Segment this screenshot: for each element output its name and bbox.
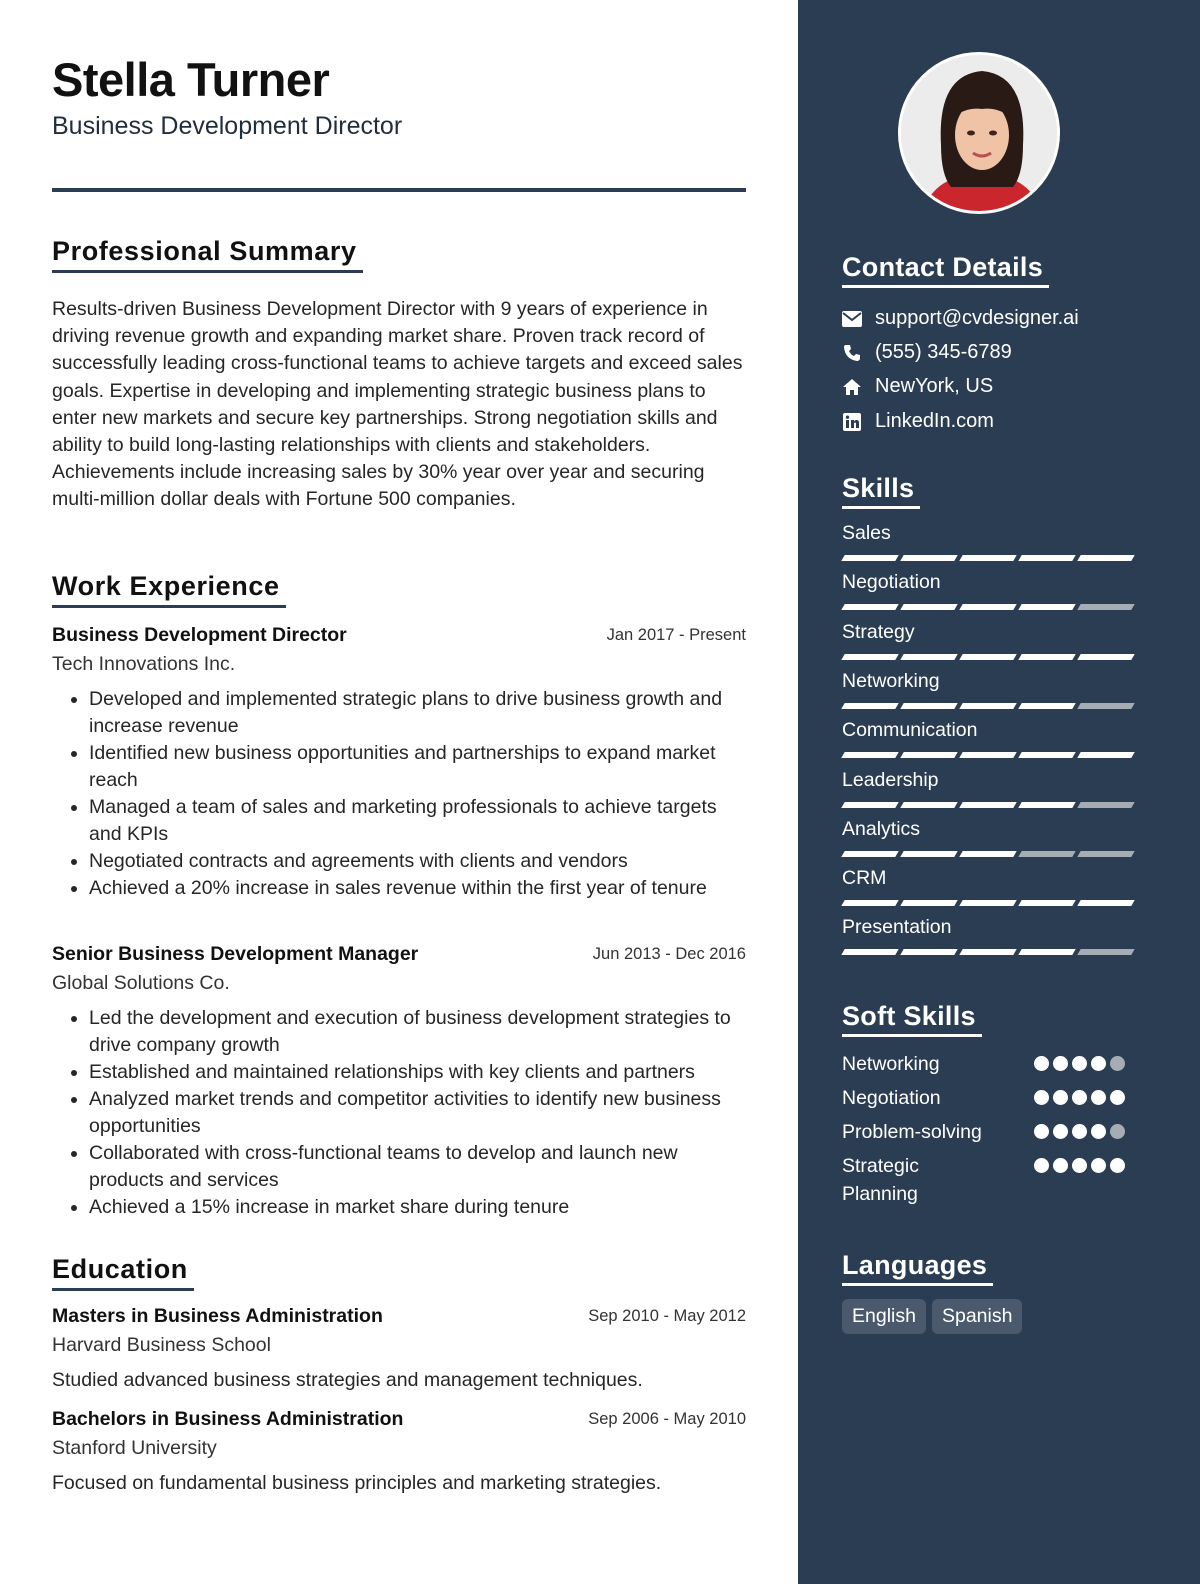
skill-level-segment: [959, 752, 1016, 758]
job-bullet: • Led the development and execution of business development strategies to drive company growth: [89, 1005, 746, 1059]
skill-level-segment: [1077, 900, 1134, 906]
rating-dot: [1053, 1124, 1068, 1139]
skill-level-segment: [841, 654, 898, 660]
education-date: Sep 2006 - May 2010: [588, 1410, 746, 1428]
skill-level-segment: [959, 900, 1016, 906]
job-bullet: • Managed a team of sales and marketing professionals to achieve targets and KPIs: [89, 794, 746, 848]
skill-level-bar: [843, 752, 1138, 758]
job-bullets: [52, 1005, 746, 1221]
skills-heading: Skills: [842, 473, 920, 509]
rating-dot: [1072, 1056, 1087, 1071]
soft-skill-rating: [1034, 1090, 1129, 1105]
contact-email-text: support@cvdesigner.ai: [875, 307, 1079, 329]
rating-dot: [1091, 1158, 1106, 1173]
skill-label: Analytics: [842, 818, 921, 840]
skill-level-segment: [841, 949, 898, 955]
rating-dot: [1110, 1056, 1125, 1071]
candidate-name: Stella Turner: [52, 53, 330, 106]
skill-level-segment: [841, 555, 898, 561]
skill-label: Strategy: [842, 621, 915, 643]
skill-level-segment: [900, 555, 957, 561]
skill-level-bar: [843, 654, 1138, 660]
skill-level-segment: [1077, 752, 1134, 758]
skill-level-bar: [843, 555, 1138, 561]
skill-level-bar: [843, 604, 1138, 610]
soft-skill-rating: [1034, 1124, 1129, 1139]
job-entry: [52, 624, 746, 902]
skill-level-segment: [1018, 555, 1075, 561]
soft-skill-label: Strategic Planning: [842, 1155, 919, 1205]
rating-dot: [1053, 1158, 1068, 1173]
skill-label: Presentation: [842, 916, 952, 938]
skill-level-segment: [1077, 949, 1134, 955]
home-icon: [842, 377, 862, 397]
job-title: Business Development Director: [52, 624, 347, 646]
skill-level-segment: [841, 604, 898, 610]
skill-level-segment: [841, 900, 898, 906]
job-bullet: • Analyzed market trends and competitor activities to identify new business opportunities: [89, 1086, 746, 1140]
education-entry: [52, 1305, 746, 1392]
skill-level-segment: [841, 752, 898, 758]
education-entry: [52, 1408, 746, 1495]
rating-dot: [1091, 1124, 1106, 1139]
skill-label: Leadership: [842, 769, 939, 791]
rating-dot: [1053, 1090, 1068, 1105]
skill-level-segment: [959, 654, 1016, 660]
contact-phone[interactable]: [842, 341, 1012, 364]
rating-dot: [1091, 1090, 1106, 1105]
rating-dot: [1110, 1124, 1125, 1139]
contact-location: [842, 375, 993, 398]
job-bullet: • Negotiated contracts and agreements with clients and vendors: [89, 848, 746, 875]
rating-dot: [1034, 1158, 1049, 1173]
summary-heading: Professional Summary: [52, 236, 363, 273]
rating-dot: [1072, 1124, 1087, 1139]
candidate-title: Business Development Director: [52, 112, 403, 140]
skill-level-segment: [900, 851, 957, 857]
skill-level-segment: [900, 802, 957, 808]
skill-level-segment: [959, 851, 1016, 857]
education-heading: Education: [52, 1254, 194, 1291]
skill-level-segment: [841, 703, 898, 709]
experience-heading: Work Experience: [52, 571, 286, 608]
envelope-icon: [842, 309, 862, 329]
skill-level-segment: [1018, 949, 1075, 955]
rating-dot: [1110, 1158, 1125, 1173]
skill-level-bar: [843, 851, 1138, 857]
rating-dot: [1034, 1124, 1049, 1139]
language-tags: [842, 1299, 1028, 1334]
job-bullet: • Achieved a 15% increase in market share during tenure: [89, 1194, 746, 1221]
soft-skill-label: Networking: [842, 1053, 940, 1075]
linkedin-icon: [842, 412, 862, 432]
skill-level-segment: [1077, 604, 1134, 610]
skill-level-segment: [959, 604, 1016, 610]
job-title: Senior Business Development Manager: [52, 943, 419, 965]
job-date: Jun 2013 - Dec 2016: [592, 945, 746, 963]
education-date: Sep 2010 - May 2012: [588, 1307, 746, 1325]
skill-level-segment: [900, 703, 957, 709]
skill-level-segment: [959, 802, 1016, 808]
skill-label: CRM: [842, 867, 887, 889]
education-description: Focused on fundamental business principles and marketing strategies.: [52, 1472, 662, 1494]
skill-label: Negotiation: [842, 571, 941, 593]
skill-level-segment: [900, 752, 957, 758]
rating-dot: [1053, 1056, 1068, 1071]
skill-level-segment: [959, 703, 1016, 709]
job-bullet: • Developed and implemented strategic plans to drive business growth and increase revenue: [89, 686, 746, 740]
skill-level-segment: [1077, 802, 1134, 808]
skill-level-segment: [1018, 752, 1075, 758]
rating-dot: [1072, 1158, 1087, 1173]
job-entry: [52, 943, 746, 1221]
degree-title: Masters in Business Administration: [52, 1305, 383, 1327]
languages-heading: Languages: [842, 1250, 993, 1286]
skill-level-segment: [959, 949, 1016, 955]
language-tag: English: [842, 1299, 926, 1334]
skill-level-bar: [843, 703, 1138, 709]
rating-dot: [1034, 1090, 1049, 1105]
skill-level-segment: [900, 900, 957, 906]
skill-level-segment: [1018, 900, 1075, 906]
skill-level-segment: [900, 949, 957, 955]
skill-level-segment: [1077, 851, 1134, 857]
skill-level-segment: [1018, 703, 1075, 709]
soft-skill-label: Problem-solving: [842, 1121, 982, 1143]
portrait-image: [901, 55, 1060, 214]
summary-text: Results-driven Business Development Director with 9 years of experience in driving revenue growth and expanding market share. Proven track record of successfully leading cross-functional teams to achieve targets and exceed sales goals. Expertise in developing and implementing strategic business plans to enter new markets and secure key partnerships. Strong negotiation skills and ability to build long-lasting relationships with clients and stakeholders. Achievements include increasing sales by 30% year over year and securing multi-million dollar deals with Fortune 500 companies.: [52, 298, 743, 511]
skill-level-bar: [843, 900, 1138, 906]
skill-label: Communication: [842, 719, 978, 741]
job-bullets: [52, 686, 746, 902]
skill-level-segment: [1018, 851, 1075, 857]
skill-level-segment: [1018, 654, 1075, 660]
sidebar: [798, 0, 1200, 1584]
skill-level-segment: [959, 555, 1016, 561]
skill-level-segment: [900, 654, 957, 660]
profile-photo: [898, 52, 1060, 214]
skill-level-segment: [1077, 555, 1134, 561]
contact-phone-text: (555) 345-6789: [875, 341, 1012, 363]
language-tag: Spanish: [932, 1299, 1022, 1334]
rating-dot: [1034, 1056, 1049, 1071]
skill-level-segment: [900, 604, 957, 610]
school-name: Harvard Business School: [52, 1334, 271, 1356]
soft-skill-rating: [1034, 1056, 1129, 1071]
skill-level-bar: [843, 802, 1138, 808]
soft-skills-heading: Soft Skills: [842, 1001, 982, 1037]
skill-level-bar: [843, 949, 1138, 955]
skill-level-segment: [1018, 802, 1075, 808]
skill-level-segment: [1018, 604, 1075, 610]
contact-heading: Contact Details: [842, 252, 1049, 288]
rating-dot: [1091, 1056, 1106, 1071]
job-bullet: • Achieved a 20% increase in sales revenue within the first year of tenure: [89, 875, 746, 902]
job-bullet: • Collaborated with cross-functional teams to develop and launch new products and services: [89, 1140, 746, 1194]
contact-location-text: NewYork, US: [875, 375, 994, 397]
skill-label: Sales: [842, 522, 891, 544]
job-date: Jan 2017 - Present: [606, 626, 746, 644]
rating-dot: [1110, 1090, 1125, 1105]
degree-title: Bachelors in Business Administration: [52, 1408, 404, 1430]
job-bullet: • Established and maintained relationships with key clients and partners: [89, 1059, 746, 1086]
contact-linkedin[interactable]: [842, 410, 994, 433]
contact-email[interactable]: [842, 307, 1079, 330]
job-company: Tech Innovations Inc.: [52, 653, 236, 675]
contact-linkedin-text: LinkedIn.com: [875, 410, 994, 432]
phone-icon: [842, 343, 862, 363]
rating-dot: [1072, 1090, 1087, 1105]
skill-level-segment: [1077, 654, 1134, 660]
job-company: Global Solutions Co.: [52, 972, 230, 994]
soft-skill-rating: [1034, 1158, 1129, 1173]
skill-label: Networking: [842, 670, 940, 692]
job-bullet: • Identified new business opportunities and partnerships to expand market reach: [89, 740, 746, 794]
header-divider: [52, 188, 746, 192]
school-name: Stanford University: [52, 1437, 217, 1459]
education-description: Studied advanced business strategies and management techniques.: [52, 1369, 643, 1391]
skill-level-segment: [841, 851, 898, 857]
soft-skill-label: Negotiation: [842, 1087, 941, 1109]
skill-level-segment: [841, 802, 898, 808]
skill-level-segment: [1077, 703, 1134, 709]
